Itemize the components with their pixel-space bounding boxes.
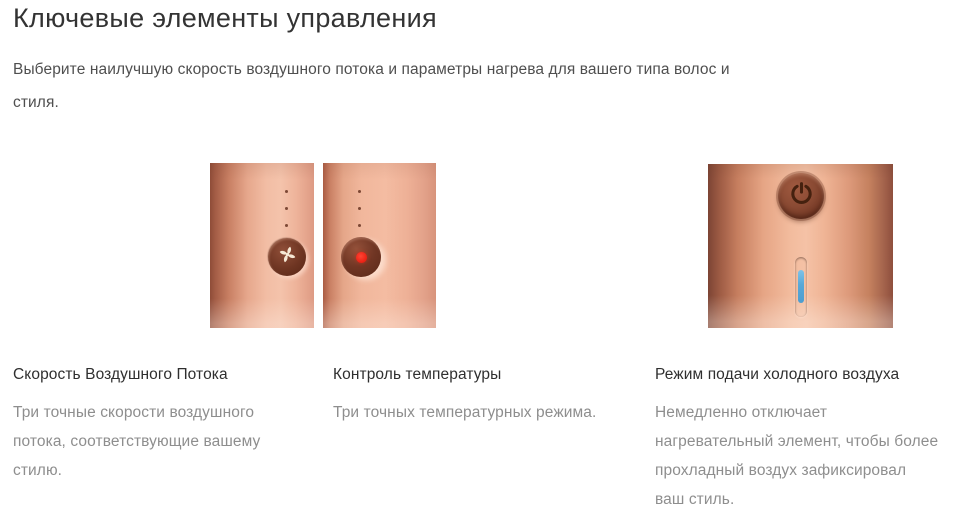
feature-body-line: Три точные скорости воздушного bbox=[13, 404, 255, 421]
feature-body-line: прохладный воздух зафиксировал bbox=[655, 462, 907, 479]
subtitle-line: стиля. bbox=[13, 94, 59, 111]
feature-temperature-caption bbox=[333, 366, 633, 427]
feature-heading: Режим подачи холодного воздуха bbox=[655, 366, 900, 383]
speed-dot bbox=[285, 224, 288, 227]
feature-airflow-caption bbox=[13, 366, 298, 485]
cold-shot-slider bbox=[795, 257, 807, 317]
power-icon bbox=[788, 180, 815, 212]
fan-icon bbox=[276, 243, 299, 271]
temperature-control-image bbox=[323, 163, 436, 328]
cold-shot-indicator bbox=[798, 270, 804, 303]
temperature-button bbox=[341, 237, 381, 277]
page-title: Ключевые элементы управления bbox=[13, 3, 437, 33]
feature-heading: Контроль температуры bbox=[333, 366, 502, 383]
feature-cold-shot-caption bbox=[655, 366, 961, 514]
feature-body-line: стилю. bbox=[13, 462, 63, 479]
power-button bbox=[778, 173, 824, 219]
feature-body-line: нагревательный элемент, чтобы более bbox=[655, 433, 939, 450]
feature-body-line: Немедленно отключает bbox=[655, 404, 828, 421]
section-subtitle bbox=[13, 53, 823, 119]
speed-dot bbox=[285, 207, 288, 210]
feature-heading: Скорость Воздушного Потока bbox=[13, 366, 228, 383]
feature-body-line: потока, соответствующие вашему bbox=[13, 433, 261, 450]
feature-body-line: Три точных температурных режима. bbox=[333, 404, 597, 421]
airflow-speed-image bbox=[210, 163, 314, 328]
feature-body-line: ваш стиль. bbox=[655, 491, 735, 508]
heat-level-dot bbox=[358, 224, 361, 227]
subtitle-line: Выберите наилучшую скорость воздушного потока и параметры нагрева для вашего типа волос и bbox=[13, 61, 730, 78]
airflow-speed-button bbox=[268, 238, 306, 276]
speed-dot bbox=[285, 190, 288, 193]
heat-level-dot bbox=[358, 190, 361, 193]
heat-level-dot bbox=[358, 207, 361, 210]
heat-dot-icon bbox=[356, 252, 367, 263]
cold-shot-image bbox=[708, 164, 893, 328]
